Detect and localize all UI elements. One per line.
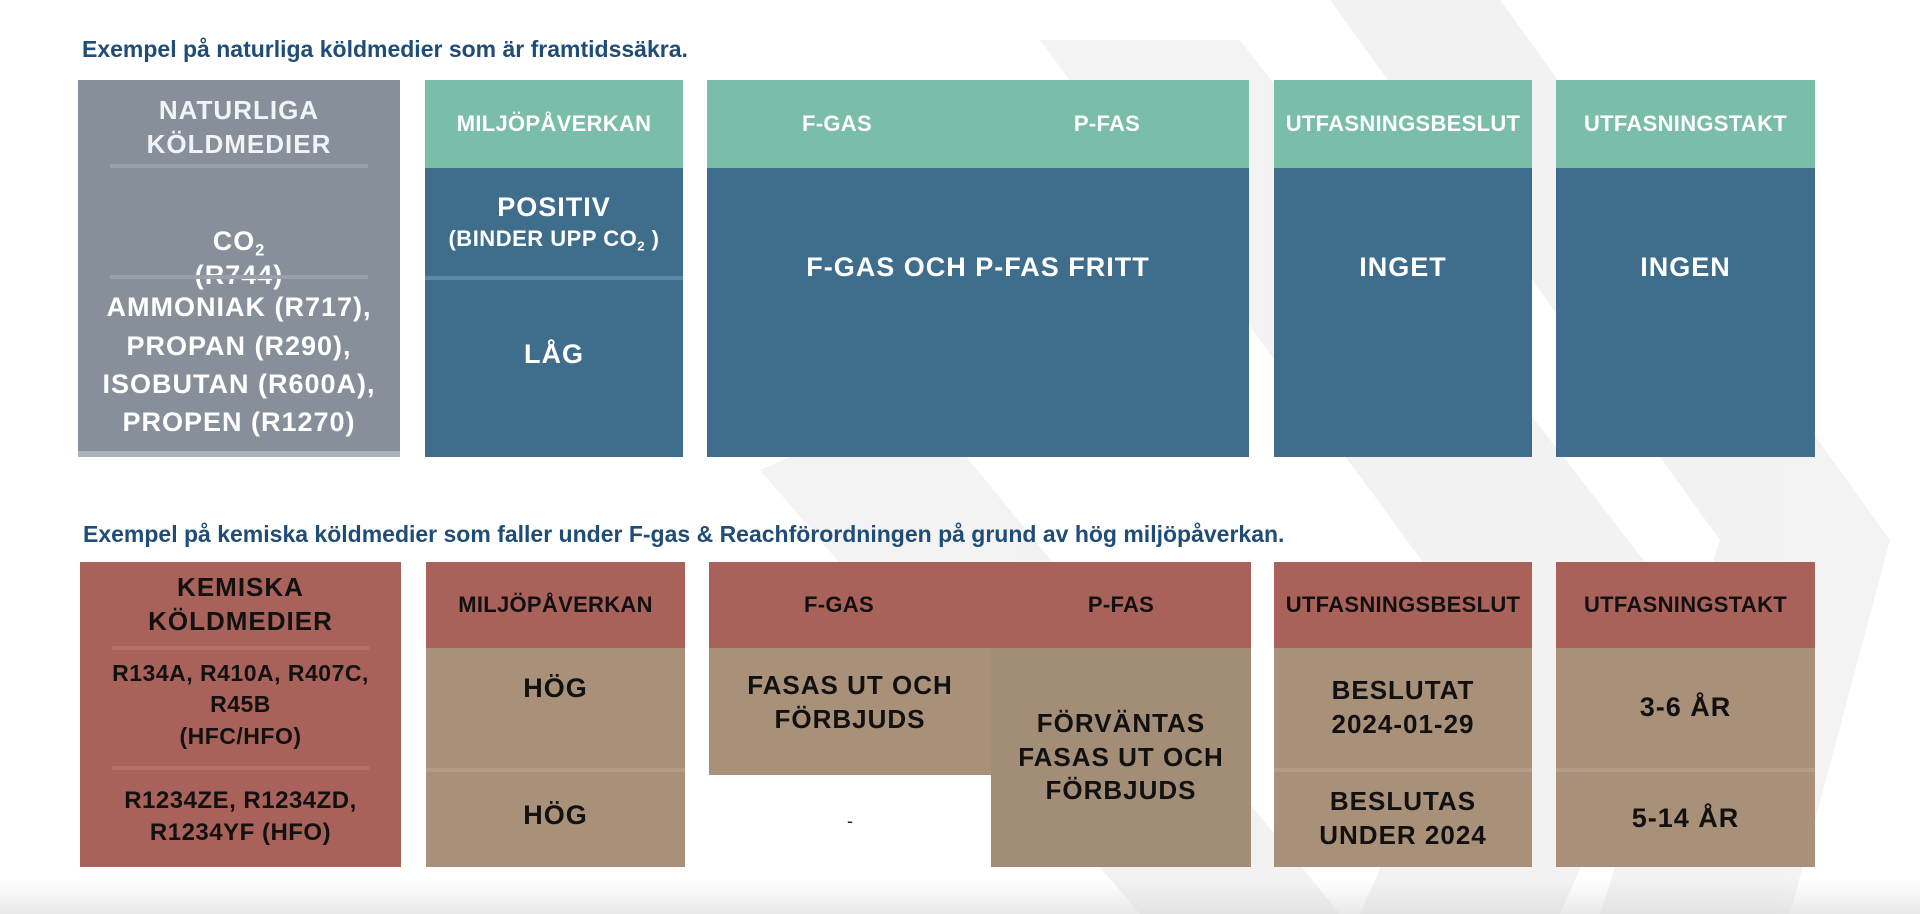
natural-rate-column bbox=[1556, 80, 1815, 457]
impact-high-2: HÖG bbox=[523, 800, 588, 831]
natural-fgas-header: F-GAS bbox=[802, 111, 872, 137]
chemical-heading-line2: KÖLDMEDIER bbox=[148, 606, 333, 636]
natural-impact-header: MILJÖPÅVERKAN bbox=[425, 80, 683, 168]
natural-pfas-header: P-FAS bbox=[1073, 111, 1141, 137]
decision1-line2: 2024-01-29 bbox=[1331, 709, 1475, 739]
natural-impact-column bbox=[425, 80, 683, 457]
chemical-refrigerants-column bbox=[80, 562, 401, 867]
natural-heading-line2: KÖLDMEDIER bbox=[146, 129, 332, 159]
chemical-rate-header: UTFASNINGSTAKT bbox=[1556, 562, 1815, 648]
chemical-impact-header: MILJÖPÅVERKAN bbox=[426, 562, 685, 648]
pfas-expected-cell bbox=[991, 648, 1251, 867]
natural-refrigerants-column bbox=[78, 80, 400, 457]
refrigerant-propene: PROPEN (R1270) bbox=[122, 407, 356, 438]
co2-prefix: CO bbox=[212, 226, 256, 257]
chemical-rate-column bbox=[1556, 562, 1815, 867]
group1-line3: (HFC/HFO) bbox=[179, 722, 302, 749]
fgas1-line2: FÖRBJUDS bbox=[774, 704, 926, 734]
divider bbox=[426, 768, 685, 772]
chemical-pfas-header: P-FAS bbox=[1087, 592, 1155, 618]
impact-positive-cell bbox=[425, 168, 683, 276]
chemical-fgas-header: F-GAS bbox=[804, 592, 874, 618]
decision1-line1: BESLUTAT bbox=[1331, 675, 1475, 706]
group1-line1: R134A, R410A, R407C, bbox=[112, 660, 369, 687]
bottom-strip bbox=[78, 451, 400, 457]
chemical-decision-header: UTFASNINGSBESLUT bbox=[1274, 562, 1532, 648]
natural-decision-header: UTFASNINGSBESLUT bbox=[1274, 80, 1532, 168]
chemical-heading-line1: KEMISKA bbox=[177, 572, 304, 603]
natural-heading bbox=[78, 86, 400, 170]
decision-cell-1 bbox=[1274, 648, 1532, 768]
impact-note-subscript: 2 bbox=[637, 238, 646, 254]
group1-cell bbox=[80, 650, 401, 760]
decision-none: INGET bbox=[1359, 252, 1447, 283]
group2-line2: R1234YF (HFO) bbox=[149, 819, 332, 846]
impact-high-1: HÖG bbox=[523, 673, 588, 703]
divider bbox=[110, 164, 368, 168]
rate-none: INGEN bbox=[1640, 252, 1731, 283]
group1-line2: R45B bbox=[210, 691, 271, 718]
co2-formula bbox=[213, 225, 266, 259]
decision2-line2: UNDER 2024 bbox=[1319, 820, 1487, 850]
chemical-impact-column bbox=[426, 562, 685, 867]
divider bbox=[1556, 768, 1815, 772]
pfas-line2: FASAS UT OCH bbox=[1018, 741, 1224, 772]
refrigerant-ammonia: AMMONIAK (R717), bbox=[106, 292, 372, 323]
natural-caption: Exempel på naturliga köldmedier som är framtidssäkra. bbox=[82, 36, 688, 62]
divider bbox=[1274, 768, 1532, 772]
fgas-none-cell: - bbox=[709, 775, 991, 867]
fgas1-line1: FASAS UT OCH bbox=[747, 670, 953, 701]
chemical-fgas-pfas-column bbox=[709, 562, 1251, 867]
natural-heading-line1: NATURLIGA bbox=[158, 95, 320, 126]
chemical-fgas-pfas-header bbox=[709, 562, 1251, 648]
decision-cell-2 bbox=[1274, 774, 1532, 864]
divider bbox=[110, 275, 368, 279]
fgas-phaseout-cell bbox=[709, 648, 991, 758]
chemical-caption: Exempel på kemiska köldmedier som faller under F-gas & Reachförordningen på grund av hög miljöpåverkan. bbox=[83, 521, 1285, 547]
pfas-line3: FÖRBJUDS bbox=[1045, 775, 1197, 806]
impact-low: LÅG bbox=[524, 339, 584, 370]
refrigerant-isobutane: ISOBUTAN (R600A), bbox=[102, 369, 376, 399]
rate-cell-1: 3-6 ÅR bbox=[1639, 692, 1732, 723]
impact-note-prefix: (BINDER UPP CO bbox=[448, 226, 638, 252]
other-refrigerants-cell bbox=[78, 280, 400, 450]
chemical-decision-column bbox=[1274, 562, 1532, 867]
natural-fgas-pfas-column bbox=[707, 80, 1249, 457]
refrigerant-propane: PROPAN (R290), bbox=[126, 330, 352, 361]
natural-fgas-pfas-header bbox=[707, 80, 1249, 168]
impact-positive: POSITIV bbox=[497, 192, 611, 223]
group2-cell bbox=[80, 770, 401, 864]
bottom-shadow bbox=[0, 880, 1920, 914]
co2-subscript: 2 bbox=[255, 241, 266, 260]
impact-note-suffix: ) bbox=[645, 226, 660, 252]
natural-decision-column bbox=[1274, 80, 1532, 457]
rate-cell-2: 5-14 ÅR bbox=[1631, 803, 1740, 834]
decision2-line1: BESLUTAS bbox=[1329, 786, 1477, 817]
group2-line1: R1234ZE, R1234ZD, bbox=[124, 786, 357, 814]
chemical-heading bbox=[80, 562, 401, 648]
pfas-line1: FÖRVÄNTAS bbox=[1036, 707, 1206, 738]
fgas-pfas-free: F-GAS OCH P-FAS FRITT bbox=[806, 252, 1150, 283]
impact-positive-note bbox=[448, 225, 659, 253]
natural-rate-header: UTFASNINGSTAKT bbox=[1556, 80, 1815, 168]
